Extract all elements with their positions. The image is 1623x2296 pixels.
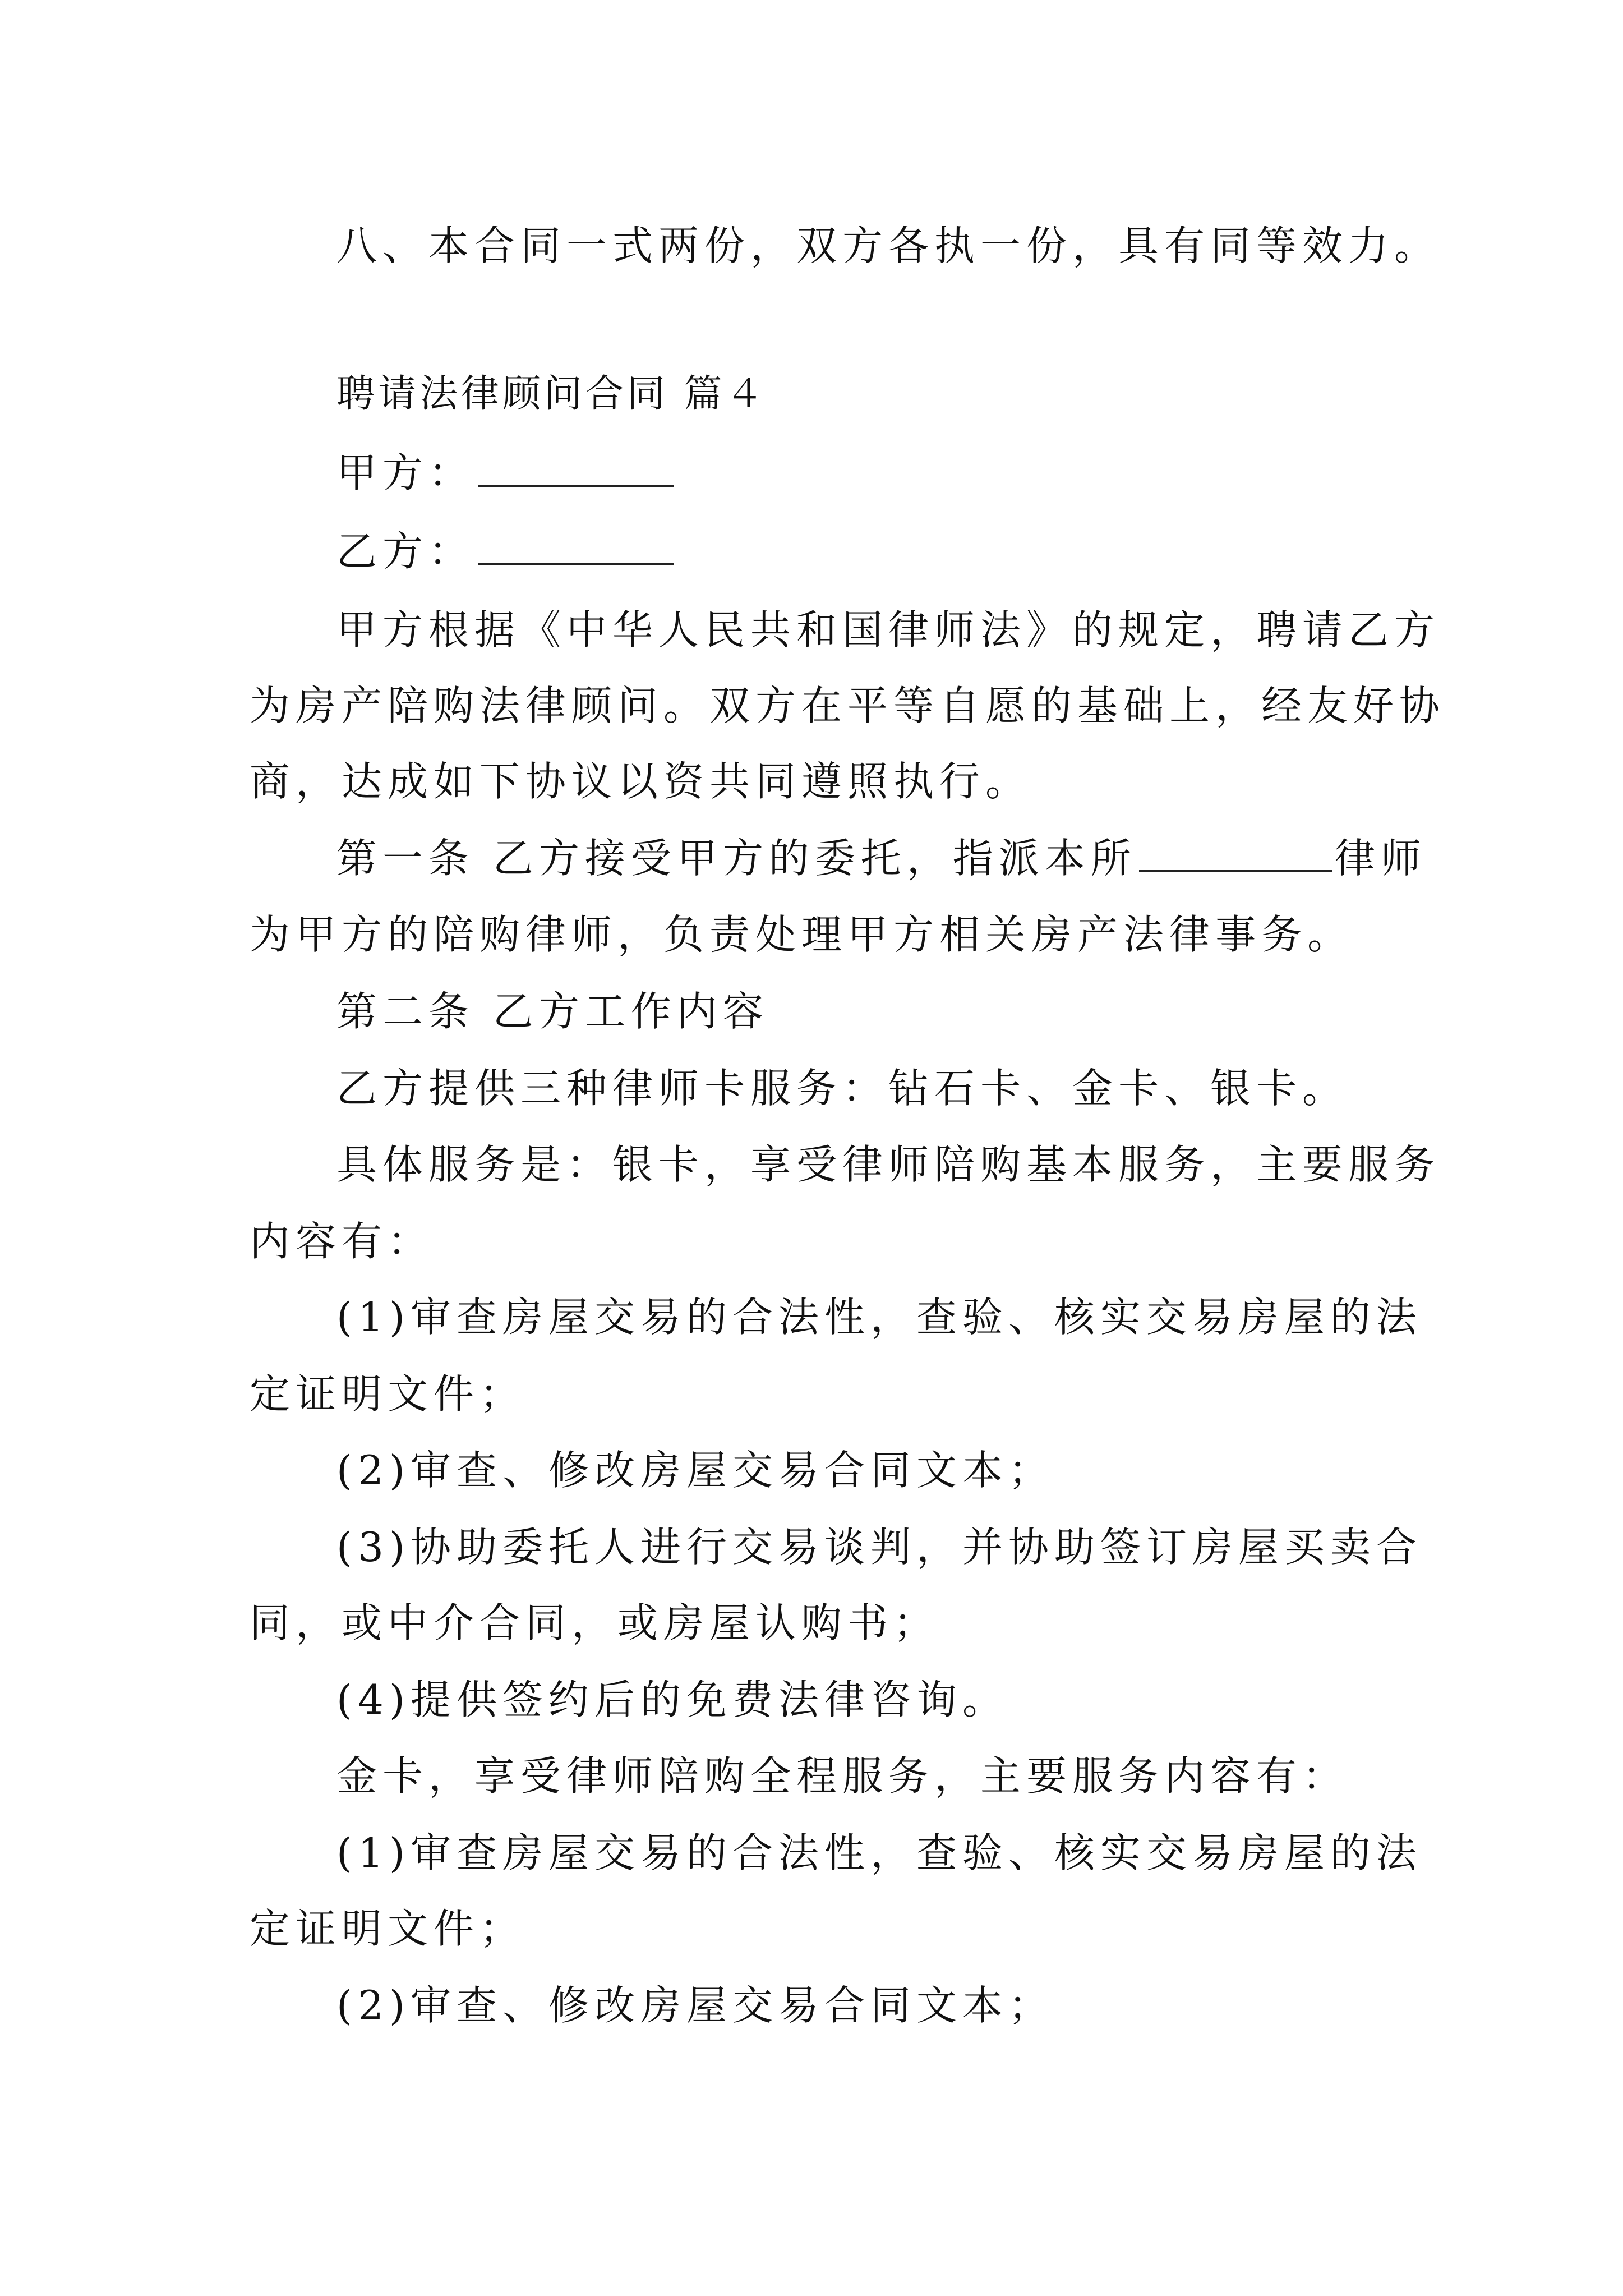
party-a-label: 甲方： <box>336 449 475 496</box>
article-two-heading: 第二条 乙方工作内容 <box>336 988 769 1035</box>
silver-item-3-line-1: (3)协助委托人进行交易谈判，并协助签订房屋买卖合 <box>336 1524 1422 1571</box>
article-one-line-2: 为甲方的陪购律师，负责处理甲方相关房产法律事务。 <box>250 911 1354 958</box>
silver-card-line-2: 内容有： <box>250 1218 434 1265</box>
party-b-blank <box>478 526 674 565</box>
preamble-line-3: 商，达成如下协议以资共同遵照执行。 <box>250 758 1032 805</box>
lawyer-name-blank <box>1139 833 1332 872</box>
silver-item-1-line-1: (1)审查房屋交易的合法性，查验、核实交易房屋的法 <box>336 1294 1422 1341</box>
section-title: 聘请法律顾问合同 篇４ <box>336 372 767 416</box>
silver-card-line-1: 具体服务是：银卡，享受律师陪购基本服务，主要服务 <box>336 1141 1441 1188</box>
article-one-line-1 <box>336 831 1427 885</box>
party-b-line <box>336 524 1394 578</box>
article-one-text: 第一条 乙方接受甲方的委托，指派本所 <box>336 835 1137 882</box>
gold-card-line: 金卡，享受律师陪购全程服务，主要服务内容有： <box>336 1752 1349 1800</box>
silver-item-4: (4)提供签约后的免费法律咨询。 <box>336 1676 1008 1723</box>
gold-item-1-line-1: (1)审查房屋交易的合法性，查验、核实交易房屋的法 <box>336 1829 1422 1876</box>
party-a-line <box>336 446 1394 500</box>
gold-item-1-line-2: 定证明文件； <box>250 1905 526 1952</box>
party-a-blank <box>478 448 674 487</box>
preamble-line-1: 甲方根据《中华人民共和国律师法》的规定，聘请乙方 <box>336 606 1441 654</box>
silver-item-1-line-2: 定证明文件； <box>250 1370 526 1418</box>
clause-eight: 八、本合同一式两份，双方各执一份，具有同等效力。 <box>336 222 1441 269</box>
party-b-label: 乙方： <box>336 528 475 575</box>
silver-item-3-line-2: 同，或中介合同，或房屋认购书； <box>250 1599 940 1646</box>
gold-item-2: (2)审查、修改房屋交易合同文本； <box>336 1982 1054 2029</box>
preamble-line-2: 为房产陪购法律顾问。双方在平等自愿的基础上，经友好协 <box>250 682 1446 729</box>
card-services-line: 乙方提供三种律师卡服务：钻石卡、金卡、银卡。 <box>336 1065 1349 1112</box>
silver-item-2: (2)审查、修改房屋交易合同文本； <box>336 1447 1054 1494</box>
article-one-suffix: 律师 <box>1334 835 1427 882</box>
